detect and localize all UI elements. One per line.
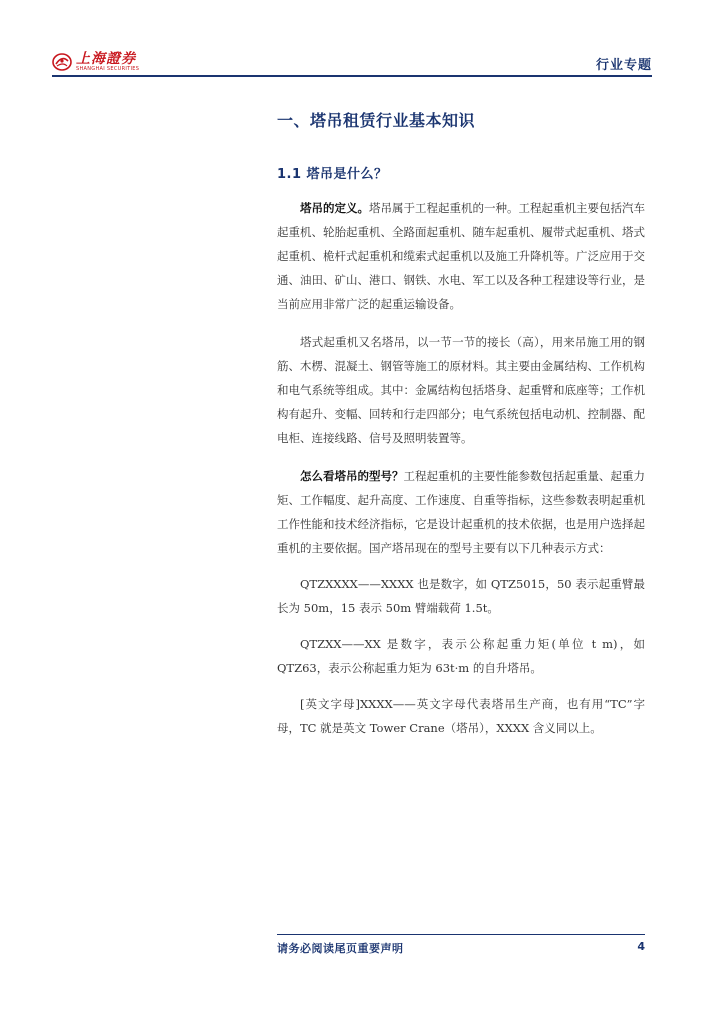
logo-emblem-icon xyxy=(52,52,72,72)
paragraph-structure-body: 塔式起重机又名塔吊，以一节一节的接长（高），用来吊施工用的钢筋、木楞、混凝土、钢管等施工的原材料。其主要由金属结构、工作机构和电气系统等组成。其中：金属结构包括塔身、起重臂和底座等；工作机构有起升、变幅、回转和行走四部分；电气系统包括电动机、控制器、配电柜、连接线路、信号及照明装置等。 xyxy=(277,335,645,445)
paragraph-model-format-1-body: QTZXXXX——XXXX 也是数字，如 QTZ5015，50 表示起重臂最长为 50m，15 表示 50m 臂端载荷 1.5t。 xyxy=(277,577,645,615)
logo-english-text: SHANGHAI SECURITIES xyxy=(76,66,140,72)
subsection-title: 1.1 塔吊是什么？ xyxy=(277,167,388,182)
paragraph-model xyxy=(277,464,645,560)
page-number: 4 xyxy=(637,940,645,953)
company-logo xyxy=(52,52,139,72)
logo-chinese-text: 上海證券 xyxy=(76,51,136,67)
header-divider xyxy=(52,75,652,77)
paragraph-model-format-2-body: QTZXX——XX 是数字，表示公称起重力矩(单位 t m)，如QTZ63，表示公称起重力矩为 63t·m 的自升塔吊。 xyxy=(277,637,645,675)
page-header xyxy=(52,46,652,78)
paragraph-model-lead: 怎么看塔吊的型号？ xyxy=(300,469,404,483)
paragraph-model-body: 工程起重机的主要性能参数包括起重量、起重力矩、工作幅度、起升高度、工作速度、自重等指标，这些参数表明起重机工作性能和技术经济指标，它是设计起重机的技术依据，也是用户选择起重机的主要依据。国产塔吊现在的型号主要有以下几种表示方式： xyxy=(277,469,645,555)
paragraph-model-format-1 xyxy=(277,572,645,620)
paragraph-model-format-3-body: [英文字母]XXXX——英文字母代表塔吊生产商，也有用“TC”字母，TC 就是英文 Tower Crane（塔吊），XXXX 含义同以上。 xyxy=(277,697,645,735)
report-category: 行业专题 xyxy=(595,58,652,73)
paragraph-definition xyxy=(277,196,645,316)
paragraph-definition-lead: 塔吊的定义。 xyxy=(300,201,369,215)
page-footer xyxy=(277,934,645,954)
paragraph-model-format-2 xyxy=(277,632,645,680)
paragraph-definition-body: 塔吊属于工程起重机的一种。工程起重机主要包括汽车起重机、轮胎起重机、全路面起重机、随车起重机、履带式起重机、塔式起重机、桅杆式起重机和缆索式起重机以及施工升降机等。广泛应用于交通、油田、矿山、港口、钢铁、水电、军工以及各种工程建设等行业，是当前应用非常广泛的起重运输设备。 xyxy=(277,201,645,311)
paragraph-structure xyxy=(277,330,645,450)
paragraph-model-format-3 xyxy=(277,692,645,740)
section-title: 一、塔吊租赁行业基本知识 xyxy=(277,111,476,130)
footer-divider xyxy=(277,934,645,935)
main-content xyxy=(277,108,645,752)
footer-disclaimer: 请务必阅读尾页重要声明 xyxy=(277,942,404,955)
